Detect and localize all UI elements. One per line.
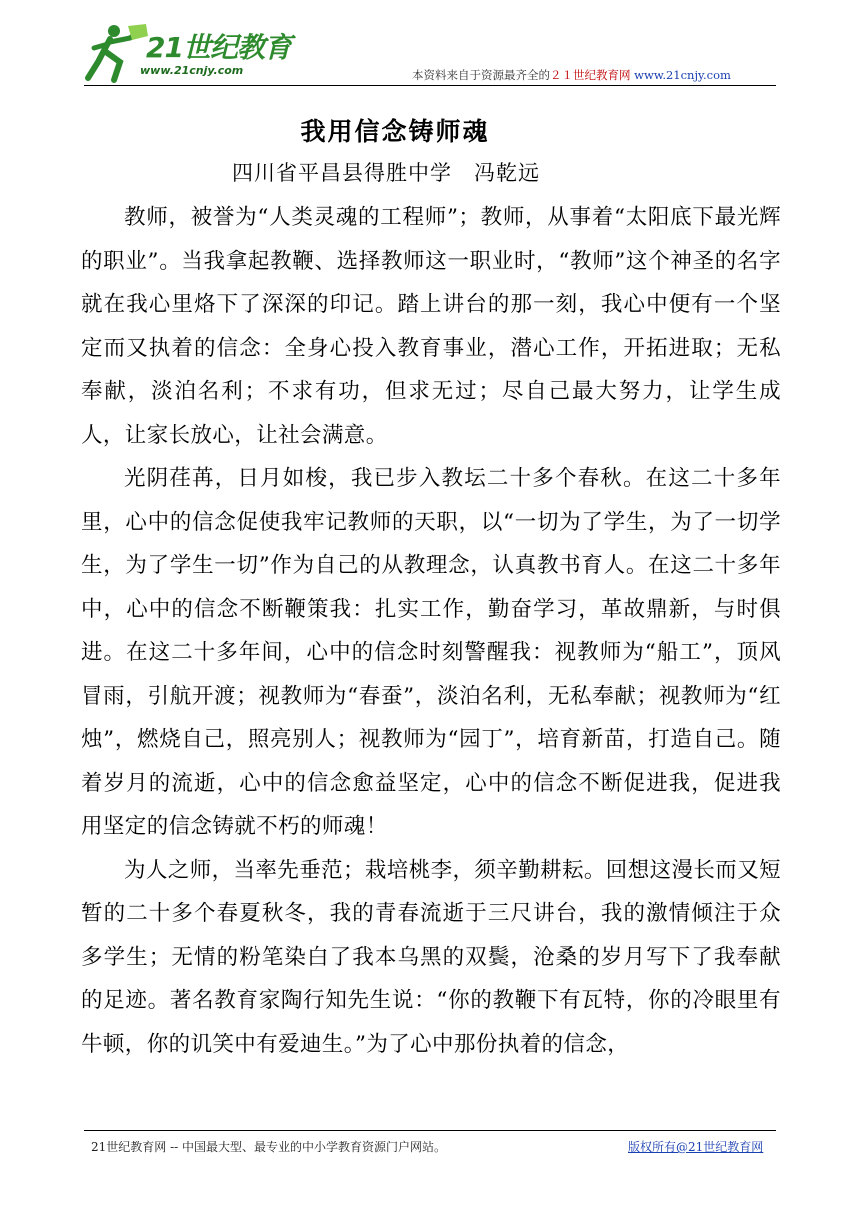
logo-url: www.21cnjy.com — [140, 64, 244, 77]
footer-copyright-link[interactable]: 版权所有@21世纪教育网 — [628, 1140, 764, 1154]
article-author: 四川省平昌县得胜中学 冯乾远 — [232, 161, 540, 185]
paragraph-2: 光阴荏苒，日月如梭，我已步入教坛二十多个春秋。在这二十多年里，心中的信念促使我牢记教师的天职，以“一切为了学生，为了一切学生，为了学生一切”作为自己的从教理念，认真教书育人。在这二十多年中，心中的信念不断鞭策我：扎实工作，勤奋学习，革故鼎新，与时俱进。在这二十多年间，心中的信念时刻警醒我：视教师为“船工”，顶风冒雨，引航开渡；视教师为“春蚕”，淡泊名利，无私奉献；视教师为“红烛”，燃烧自己，照亮别人；视教师为“园丁”，培育新苗，打造自己。随着岁月的流逝，心中的信念愈益坚定，心中的信念不断促进我，促进我用坚定的信念铸就不朽的师魂！ — [81, 466, 781, 839]
header-note-prefix: 本资料来自于资源最齐全的 — [412, 68, 550, 82]
header-divider — [84, 85, 776, 86]
header-note-site-name[interactable]: ２１世纪教育网 — [550, 68, 631, 82]
footer-description: 21世纪教育网 -- 中国最大型、最专业的中小学教育资源门户网站。 — [91, 1140, 447, 1154]
paragraph-3: 为人之师，当率先垂范；栽培桃李，须辛勤耕耘。回想这漫长而又短暂的二十多个春夏秋冬，我的青春流逝于三尺讲台，我的激情倾注于众多学生；无情的粉笔染白了我本乌黑的双鬓，沧桑的岁月写下了我奉献的足迹。著名教育家陶行知先生说：“你的教鞭下有瓦特，你的冷眼里有牛顿，你的讥笑中有爱迪生。”为了心中那份执着的信念， — [81, 857, 782, 1057]
footer-divider — [84, 1130, 776, 1131]
article-body — [81, 196, 781, 1066]
header-note-site-url[interactable]: www.21cnjy.com — [634, 68, 731, 82]
header-note — [412, 67, 731, 83]
site-logo[interactable] — [84, 22, 314, 86]
page-header — [0, 0, 860, 90]
paragraph-1: 教师，被誉为“人类灵魂的工程师”；教师，从事着“太阳底下最光辉的职业”。当我拿起教鞭、选择教师这一职业时，“教师”这个神圣的名字就在我心里烙下了深深的印记。踏上讲台的那一刻，我心中便有一个坚定而又执着的信念：全身心投入教育事业，潜心工作，开拓进取；无私奉献，淡泊名利；不求有功，但求无过；尽自己最大努力，让学生成人，让家长放心，让社会满意。 — [81, 205, 781, 448]
logo-text: 21世纪教育 — [146, 31, 291, 64]
article-title: 我用信念铸师魂 — [300, 117, 490, 146]
